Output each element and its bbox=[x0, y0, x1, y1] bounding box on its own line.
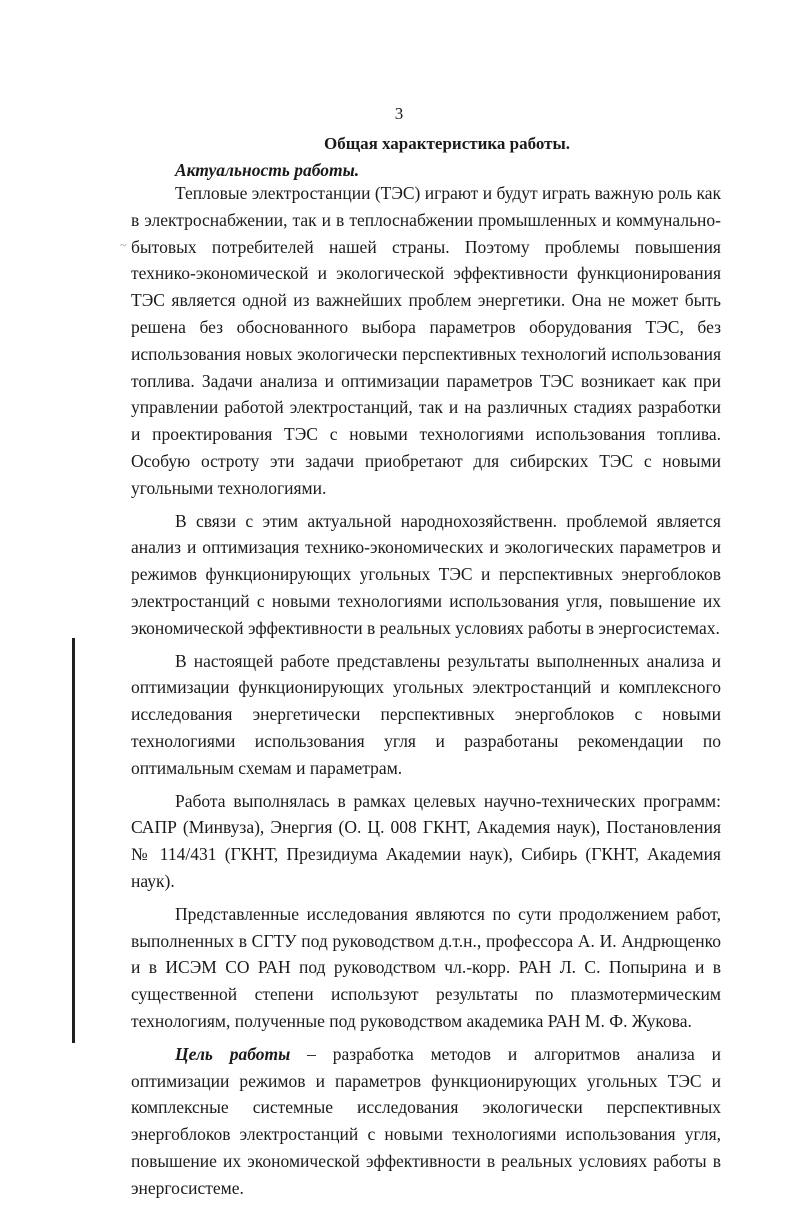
page-number: 3 bbox=[394, 104, 404, 123]
subsection-heading: Актуальность работы. bbox=[175, 160, 360, 180]
goal-term: Цель работы bbox=[175, 1043, 291, 1064]
goal-paragraph bbox=[131, 1041, 721, 1202]
paragraph: Тепловые электростанции (ТЭС) играют и будут играть важную роль как в электроснабжении, так и в теплоснабжении промышленных и коммунально-бытовых потребителей нашей страны. Поэтому проблемы повышения технико-экономической и экологической эффективности функционирования ТЭС является одной из важнейших проблем энергетики. Она не может быть решена без обоснованного выбора параметров оборудования ТЭС, без использования новых экологически перспективных технологий использования топлива. Задачи анализа и оптимизации параметров ТЭС возникает как при управлении работой электростанций, так и на различных стадиях разработки и проектирования ТЭС с новыми технологиями использования топлива. Особую остроту эти задачи приобретают для сибирских ТЭС с новыми угольными технологиями. bbox=[131, 183, 721, 498]
body-text bbox=[131, 180, 721, 1207]
paragraph: В связи с этим актуальной народнохозяйственн. проблемой является анализ и оптимизация технико-экономических и экологических параметров и режимов функционирующих угольных ТЭС и перспективных энергоблоков электростанций с новыми технологиями использования угля, повышение их экономической эффективности в реальных условиях работы в энергосистемах. bbox=[131, 510, 721, 638]
scan-speck: ~ bbox=[120, 238, 127, 252]
paragraph: Представленные исследования являются по сути продолжением работ, выполненных в СГТУ под руководством д.т.н., профессора А. И. Андрющенко и в ИСЭМ СО РАН под руководством чл.-корр. РАН Л. С. Попырина и в существенной степени используют результаты по плазмотермическим технологиям, полученные под руководством академика РАН М. Ф. Жукова. bbox=[131, 903, 721, 1031]
paragraph: В настоящей работе представлены результаты выполненных анализа и оптимизации функционирующих угольных электростанций и комплексного исследования энергетически перспективных энергоблоков с новыми технологиями использования угля и разработаны рекомендации по оптимальным схемам и параметрам. bbox=[131, 650, 721, 778]
paragraph: Работа выполнялась в рамках целевых научно-технических программ: САПР (Минвуза), Энергия (О. Ц. 008 ГКНТ, Академия наук), Постановления № 114/431 (ГКНТ, Президиума Академии наук), Сибирь (ГКНТ, Академия наук). bbox=[131, 790, 721, 891]
section-title: Общая характеристика работы. bbox=[324, 134, 571, 153]
binding-shadow bbox=[72, 638, 75, 1043]
goal-text: – разработка методов и алгоритмов анализа и оптимизации режимов и параметров функционирующих угольных ТЭС и комплексные системные исследования экологически перспективных энергоблоков электростанций с новыми технологиями использования угля, повышение их экономической эффективности в реальных условиях работы в энергосистеме. bbox=[131, 1043, 721, 1198]
